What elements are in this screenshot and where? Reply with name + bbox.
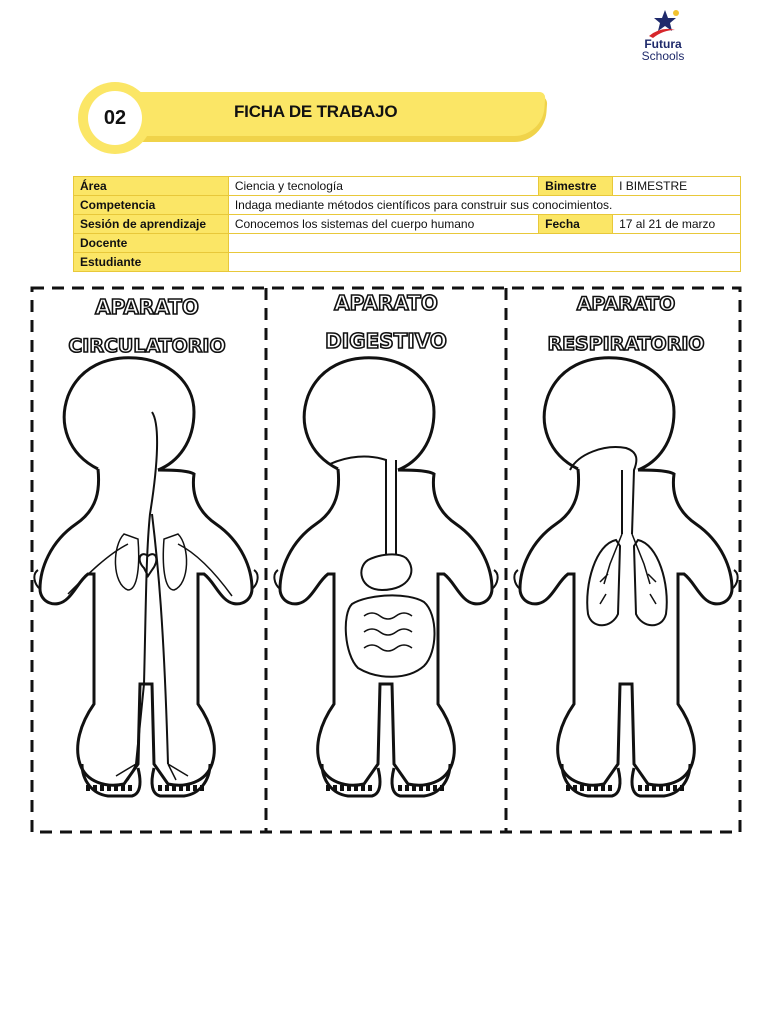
bimestre-label: Bimestre: [539, 177, 613, 196]
row-estudiante: [74, 253, 741, 272]
panel-2-title-line1: APARATO: [334, 291, 438, 315]
panel-1-title-line2: CIRCULATORIO: [68, 335, 226, 357]
estudiante-field[interactable]: [228, 253, 740, 272]
bimestre-value: I BIMESTRE: [613, 177, 741, 196]
star-person-icon: [643, 8, 683, 40]
competencia-value: Indaga mediante métodos científicos para construir sus conocimientos.: [228, 196, 740, 215]
panel-respiratorio: [514, 293, 737, 796]
estudiante-label: Estudiante: [74, 253, 229, 272]
worksheet-title: FICHA DE TRABAJO: [234, 102, 398, 121]
fecha-label: Fecha: [539, 215, 613, 234]
row-docente: [74, 234, 741, 253]
competencia-label: Competencia: [74, 196, 229, 215]
row-sesion: [74, 215, 741, 234]
docente-label: Docente: [74, 234, 229, 253]
area-label: Área: [74, 177, 229, 196]
panel-3-title-line2: RESPIRATORIO: [547, 333, 705, 355]
row-area: [74, 177, 741, 196]
panel-1-title-line1: APARATO: [95, 295, 199, 319]
sesion-value: Conocemos los sistemas del cuerpo humano: [228, 215, 538, 234]
docente-field[interactable]: [228, 234, 740, 253]
info-table: [73, 176, 741, 272]
body-systems-illustration: [28, 284, 744, 836]
futura-schools-logo: [628, 8, 698, 70]
panel-2-title-line2: DIGESTIVO: [325, 329, 447, 353]
sesion-label: Sesión de aprendizaje: [74, 215, 229, 234]
number-badge: [78, 82, 152, 154]
logo-text-schools: Schools: [641, 49, 685, 63]
fecha-value: 17 al 21 de marzo: [613, 215, 741, 234]
panel-digestivo: [274, 291, 497, 796]
panel-3-title-line1: APARATO: [576, 293, 676, 315]
area-value: Ciencia y tecnología: [228, 177, 538, 196]
panel-circulatorio: [34, 295, 257, 796]
row-competencia: [74, 196, 741, 215]
worksheet-header: [78, 82, 548, 154]
logo-text-futura: Futura: [644, 37, 682, 51]
worksheet-number: 02: [88, 91, 142, 145]
